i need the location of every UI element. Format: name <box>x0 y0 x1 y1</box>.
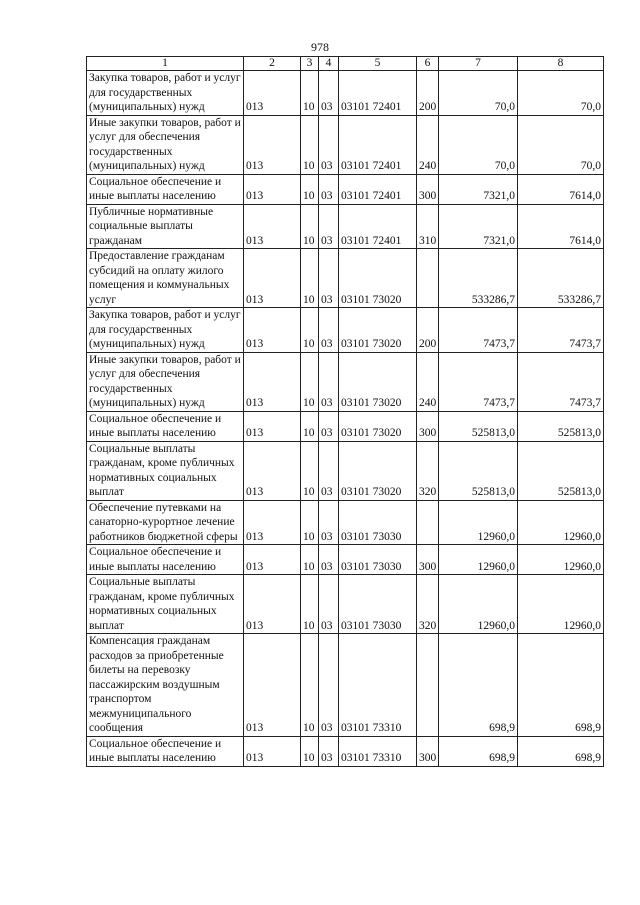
row-name-cell: Социальное обеспечение и иные выплаты населению <box>87 545 244 575</box>
table-body <box>87 71 604 767</box>
row-col3-cell: 10 <box>301 352 319 411</box>
row-col8-cell: 7473,7 <box>518 352 604 411</box>
row-col6-cell <box>417 249 439 308</box>
column-header: 6 <box>417 57 439 71</box>
row-col5-cell: 03101 72401 <box>339 174 417 204</box>
header-row <box>87 57 604 71</box>
row-col7-cell: 7321,0 <box>439 174 518 204</box>
row-col2-cell: 013 <box>244 174 301 204</box>
row-col4-cell: 03 <box>319 500 339 545</box>
table-row <box>87 249 604 308</box>
row-col8-cell: 70,0 <box>518 71 604 116</box>
row-col2-cell: 013 <box>244 575 301 634</box>
row-col8-cell: 698,9 <box>518 634 604 737</box>
row-col7-cell: 698,9 <box>439 634 518 737</box>
row-col4-cell: 03 <box>319 634 339 737</box>
row-col4-cell: 03 <box>319 249 339 308</box>
table-row <box>87 500 604 545</box>
row-col7-cell: 12960,0 <box>439 575 518 634</box>
row-name-cell: Социальные выплаты гражданам, кроме публичных нормативных социальных выплат <box>87 575 244 634</box>
row-col2-cell: 013 <box>244 115 301 174</box>
row-col2-cell: 013 <box>244 308 301 353</box>
column-header: 8 <box>518 57 604 71</box>
row-col6-cell: 320 <box>417 441 439 500</box>
row-col7-cell: 533286,7 <box>439 249 518 308</box>
row-col8-cell: 525813,0 <box>518 411 604 441</box>
row-col2-cell: 013 <box>244 249 301 308</box>
row-name-cell: Публичные нормативные социальные выплаты гражданам <box>87 204 244 249</box>
row-col3-cell: 10 <box>301 115 319 174</box>
row-col6-cell <box>417 634 439 737</box>
row-col3-cell: 10 <box>301 441 319 500</box>
column-header: 3 <box>301 57 319 71</box>
table-row <box>87 545 604 575</box>
row-name-cell: Закупка товаров, работ и услуг для государственных (муниципальных) нужд <box>87 308 244 353</box>
row-col5-cell: 03101 73310 <box>339 634 417 737</box>
row-col7-cell: 698,9 <box>439 736 518 766</box>
column-header: 1 <box>87 57 244 71</box>
row-col6-cell: 200 <box>417 308 439 353</box>
table-row <box>87 204 604 249</box>
row-col3-cell: 10 <box>301 71 319 116</box>
row-name-cell: Иные закупки товаров, работ и услуг для обеспечения государственных (муниципальных) нужд <box>87 115 244 174</box>
row-col4-cell: 03 <box>319 575 339 634</box>
row-col3-cell: 10 <box>301 736 319 766</box>
row-col7-cell: 12960,0 <box>439 500 518 545</box>
budget-table <box>86 56 604 767</box>
row-col2-cell: 013 <box>244 441 301 500</box>
row-col3-cell: 10 <box>301 634 319 737</box>
row-col6-cell: 320 <box>417 575 439 634</box>
row-col5-cell: 03101 73030 <box>339 545 417 575</box>
table-row <box>87 352 604 411</box>
row-col3-cell: 10 <box>301 174 319 204</box>
row-col7-cell: 70,0 <box>439 115 518 174</box>
row-col4-cell: 03 <box>319 115 339 174</box>
row-col8-cell: 70,0 <box>518 115 604 174</box>
row-col7-cell: 7321,0 <box>439 204 518 249</box>
row-col8-cell: 7473,7 <box>518 308 604 353</box>
row-col6-cell: 240 <box>417 115 439 174</box>
row-col5-cell: 03101 72401 <box>339 71 417 116</box>
row-col4-cell: 03 <box>319 411 339 441</box>
table-row <box>87 441 604 500</box>
row-col2-cell: 013 <box>244 411 301 441</box>
row-col6-cell: 300 <box>417 411 439 441</box>
row-col4-cell: 03 <box>319 441 339 500</box>
row-col7-cell: 7473,7 <box>439 308 518 353</box>
row-col8-cell: 12960,0 <box>518 500 604 545</box>
row-name-cell: Социальное обеспечение и иные выплаты населению <box>87 736 244 766</box>
table-row <box>87 411 604 441</box>
row-col3-cell: 10 <box>301 411 319 441</box>
row-col4-cell: 03 <box>319 736 339 766</box>
table-row <box>87 115 604 174</box>
row-col6-cell: 240 <box>417 352 439 411</box>
row-col8-cell: 533286,7 <box>518 249 604 308</box>
row-col8-cell: 698,9 <box>518 736 604 766</box>
row-col6-cell: 300 <box>417 174 439 204</box>
row-col2-cell: 013 <box>244 204 301 249</box>
row-col5-cell: 03101 73030 <box>339 500 417 545</box>
row-col4-cell: 03 <box>319 308 339 353</box>
row-col4-cell: 03 <box>319 545 339 575</box>
row-name-cell: Предоставление гражданам субсидий на оплату жилого помещения и коммунальных услуг <box>87 249 244 308</box>
row-name-cell: Закупка товаров, работ и услуг для государственных (муниципальных) нужд <box>87 71 244 116</box>
row-col6-cell: 300 <box>417 736 439 766</box>
row-col7-cell: 12960,0 <box>439 545 518 575</box>
row-col3-cell: 10 <box>301 575 319 634</box>
table-row <box>87 308 604 353</box>
row-col5-cell: 03101 73020 <box>339 441 417 500</box>
page-number: 978 <box>311 40 329 54</box>
row-name-cell: Социальные выплаты гражданам, кроме публичных нормативных социальных выплат <box>87 441 244 500</box>
row-col3-cell: 10 <box>301 308 319 353</box>
row-name-cell: Иные закупки товаров, работ и услуг для обеспечения государственных (муниципальных) нужд <box>87 352 244 411</box>
row-col2-cell: 013 <box>244 500 301 545</box>
row-col3-cell: 10 <box>301 204 319 249</box>
row-name-cell: Компенсация гражданам расходов за приобретенные билеты на перевозку пассажирским воздушным транспортом межмуниципального сообщения <box>87 634 244 737</box>
row-col3-cell: 10 <box>301 545 319 575</box>
column-header: 4 <box>319 57 339 71</box>
row-col5-cell: 03101 73020 <box>339 411 417 441</box>
row-col5-cell: 03101 72401 <box>339 115 417 174</box>
row-col5-cell: 03101 73310 <box>339 736 417 766</box>
row-col5-cell: 03101 73020 <box>339 352 417 411</box>
table-row <box>87 71 604 116</box>
column-header: 2 <box>244 57 301 71</box>
row-col2-cell: 013 <box>244 736 301 766</box>
row-col4-cell: 03 <box>319 204 339 249</box>
column-header: 7 <box>439 57 518 71</box>
table-row <box>87 736 604 766</box>
row-col6-cell: 310 <box>417 204 439 249</box>
row-col2-cell: 013 <box>244 352 301 411</box>
row-col3-cell: 10 <box>301 249 319 308</box>
row-col5-cell: 03101 73030 <box>339 575 417 634</box>
row-name-cell: Социальное обеспечение и иные выплаты населению <box>87 411 244 441</box>
row-name-cell: Обеспечение путевками на санаторно-курортное лечение работников бюджетной сферы <box>87 500 244 545</box>
row-col2-cell: 013 <box>244 71 301 116</box>
row-col4-cell: 03 <box>319 71 339 116</box>
row-col6-cell <box>417 500 439 545</box>
row-col8-cell: 7614,0 <box>518 204 604 249</box>
row-col8-cell: 7614,0 <box>518 174 604 204</box>
row-col5-cell: 03101 73020 <box>339 308 417 353</box>
row-col7-cell: 7473,7 <box>439 352 518 411</box>
table-row <box>87 174 604 204</box>
row-col6-cell: 200 <box>417 71 439 116</box>
row-col2-cell: 013 <box>244 634 301 737</box>
row-col5-cell: 03101 73020 <box>339 249 417 308</box>
row-name-cell: Социальное обеспечение и иные выплаты населению <box>87 174 244 204</box>
row-col7-cell: 525813,0 <box>439 441 518 500</box>
row-col8-cell: 12960,0 <box>518 545 604 575</box>
row-col7-cell: 525813,0 <box>439 411 518 441</box>
row-col2-cell: 013 <box>244 545 301 575</box>
row-col5-cell: 03101 72401 <box>339 204 417 249</box>
table-row <box>87 575 604 634</box>
column-header: 5 <box>339 57 417 71</box>
row-col7-cell: 70,0 <box>439 71 518 116</box>
row-col4-cell: 03 <box>319 174 339 204</box>
row-col8-cell: 525813,0 <box>518 441 604 500</box>
row-col3-cell: 10 <box>301 500 319 545</box>
table-row <box>87 634 604 737</box>
row-col6-cell: 300 <box>417 545 439 575</box>
row-col8-cell: 12960,0 <box>518 575 604 634</box>
row-col4-cell: 03 <box>319 352 339 411</box>
